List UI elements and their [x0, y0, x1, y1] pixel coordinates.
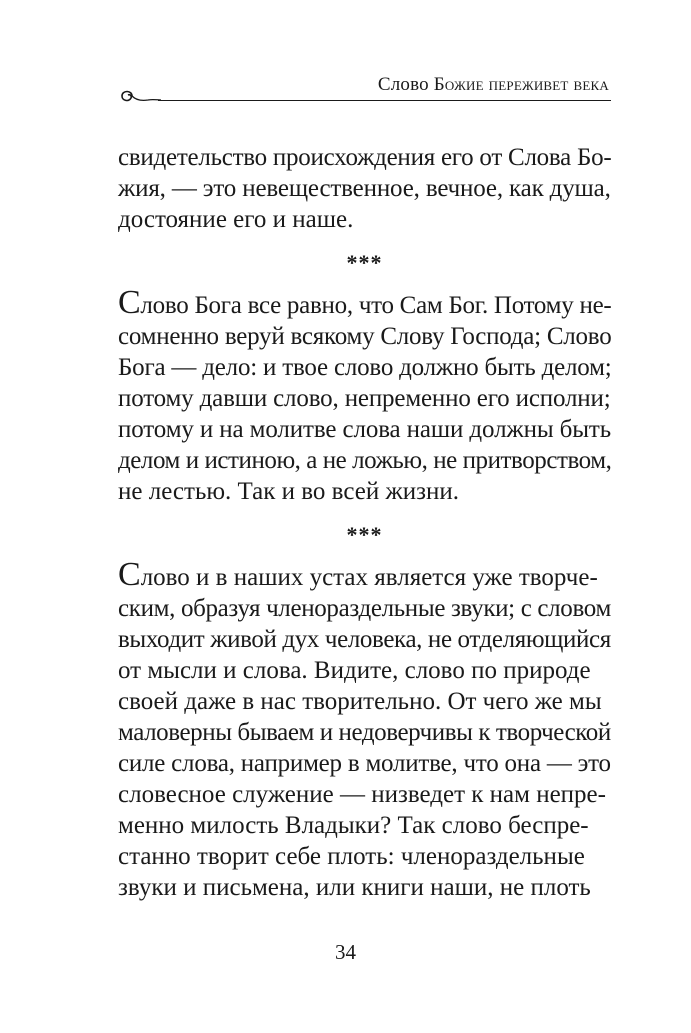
text-line: словесное служение — низведет к нам непре- [118, 781, 606, 808]
text-line: станно творит себе плоть: членораздельные [118, 843, 585, 870]
paragraph-1 [118, 142, 611, 235]
paragraph-2 [118, 284, 612, 507]
text-line: потому давши слово, непременно его исполни; [118, 385, 611, 412]
page-body [118, 142, 611, 903]
drop-cap: С [118, 284, 141, 321]
text-line: достояние его и наше. [118, 206, 354, 233]
text-line: сомненно веруй всякому Слову Господа; Слово [118, 323, 612, 350]
drop-cap: С [118, 556, 141, 593]
text-line: Слово Бога все равно, что Сам Бог. Потому не- [118, 284, 612, 321]
text-line: делом и истиною, а не ложью, не притворством, [118, 447, 612, 474]
section-separator: *** [346, 522, 383, 547]
running-head-title: Слово Божие переживет века [377, 74, 609, 95]
page-number: 34 [335, 940, 356, 964]
text-line: потому и на молитве слова наши должны быть [118, 416, 612, 443]
text-line: ским, образуя членораздельные звуки; с словом [118, 595, 611, 622]
header-rule [158, 100, 611, 101]
text-line: не лестью. Так и во всей жизни. [118, 478, 459, 505]
text-line: Слово и в наших устах является уже творче- [118, 556, 598, 593]
running-head [118, 62, 611, 112]
text-line: выходит живой дух человека, не отделяющийся [118, 626, 611, 653]
paragraph-3 [118, 556, 611, 903]
text-line: маловерны бываем и недоверчивы к творческой [118, 719, 611, 746]
text-line: жия, — это невещественное, вечное, как душа, [118, 175, 611, 202]
text-line: от мысли и слова. Видите, слово по природе [118, 657, 591, 684]
text-line: силе слова, например в молитве, что она — это [118, 750, 611, 777]
section-separator: *** [346, 250, 383, 275]
text-line: Бога — дело: и твое слово должно быть делом; [118, 354, 612, 381]
text-line: менно милость Владыки? Так слово беспре- [118, 812, 589, 839]
text-line: своей даже в нас творительно. От чего же мы [118, 688, 602, 715]
flourish-ornament-icon [118, 84, 162, 108]
text-line: свидетельство происхождения его от Слова Бо- [118, 144, 612, 171]
text-line: звуки и письмена, или книги наши, не плоть [118, 874, 591, 901]
